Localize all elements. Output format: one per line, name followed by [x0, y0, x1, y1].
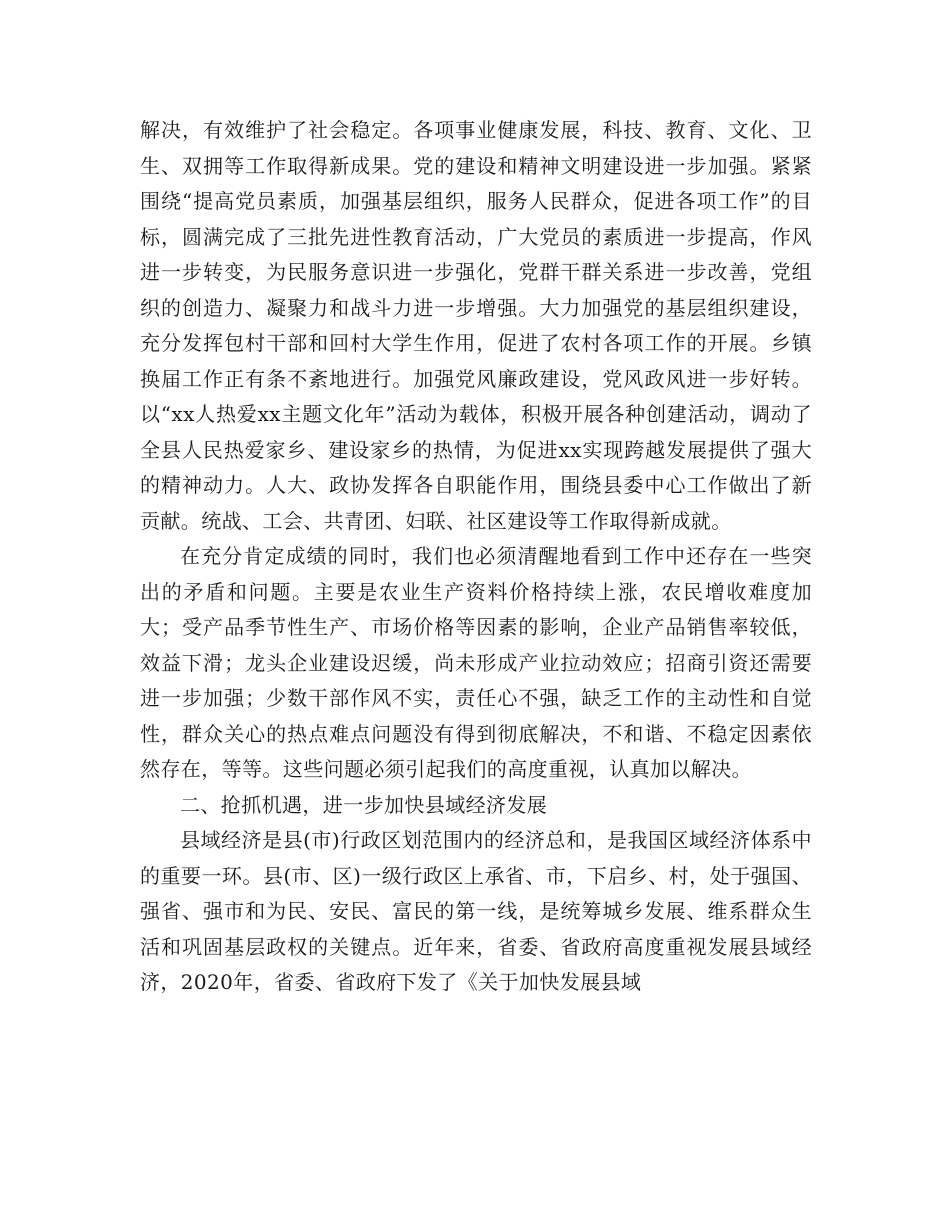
paragraph-achievements-continued: 解决，有效维护了社会稳定。各项事业健康发展，科技、教育、文化、卫生、双拥等工作取得新成果。党的建设和精神文明建设进一步加强。紧紧围绕“提高党员素质，加强基层组织，服务人民群众，促进各项工作”的目标，圆满完成了三批先进性教育活动，广大党员的素质进一步提高，作风进一步转变，为民服务意识进一步强化，党群干群关系进一步改善，党组织的创造力、凝聚力和战斗力进一步增强。大力加强党的基层组织建设，充分发挥包村干部和回村大学生作用，促进了农村各项工作的开展。乡镇换届工作正有条不紊地进行。加强党风廉政建设，党风政风进一步好转。以“xx人热爱xx主题文化年”活动为载体，积极开展各种创建活动，调动了全县人民热爱家乡、建设家乡的热情，为促进xx实现跨越发展提供了强大的精神动力。人大、政协发挥各自职能作用，围绕县委中心工作做出了新贡献。统战、工会、共青团、妇联、社区建设等工作取得新成就。 [140, 118, 812, 533]
paragraph-county-economy: 县域经济是县(市)行政区划范围内的经济总和，是我国区域经济体系中的重要一环。县(市、区)一级行政区上承省、市，下启乡、村，处于强国、强省、强市和为民、安民、富民的第一线，是统筹城乡发展、维系群众生活和巩固基层政权的关键点。近年来，省委、省政府高度重视发展县域经济，2020年，省委、省政府下发了《关于加快发展县域 [140, 828, 812, 994]
paragraph-problems: 在充分肯定成绩的同时，我们也必须清醒地看到工作中还存在一些突出的矛盾和问题。主要是农业生产资料价格持续上涨，农民增收难度加大；受产品季节性生产、市场价格等因素的影响，企业产品销售率较低，效益下滑；龙头企业建设迟缓，尚未形成产业拉动效应；招商引资还需要进一步加强；少数干部作风不实，责任心不强，缺乏工作的主动性和自觉性，群众关心的热点难点问题没有得到彻底解决，不和谐、不稳定因素依然存在，等等。这些问题必须引起我们的高度重视，认真加以解决。 [140, 544, 812, 781]
section-heading-county-economy: 二、抢抓机遇，进一步加快县域经济发展 [180, 792, 548, 817]
document-body [140, 113, 812, 1001]
